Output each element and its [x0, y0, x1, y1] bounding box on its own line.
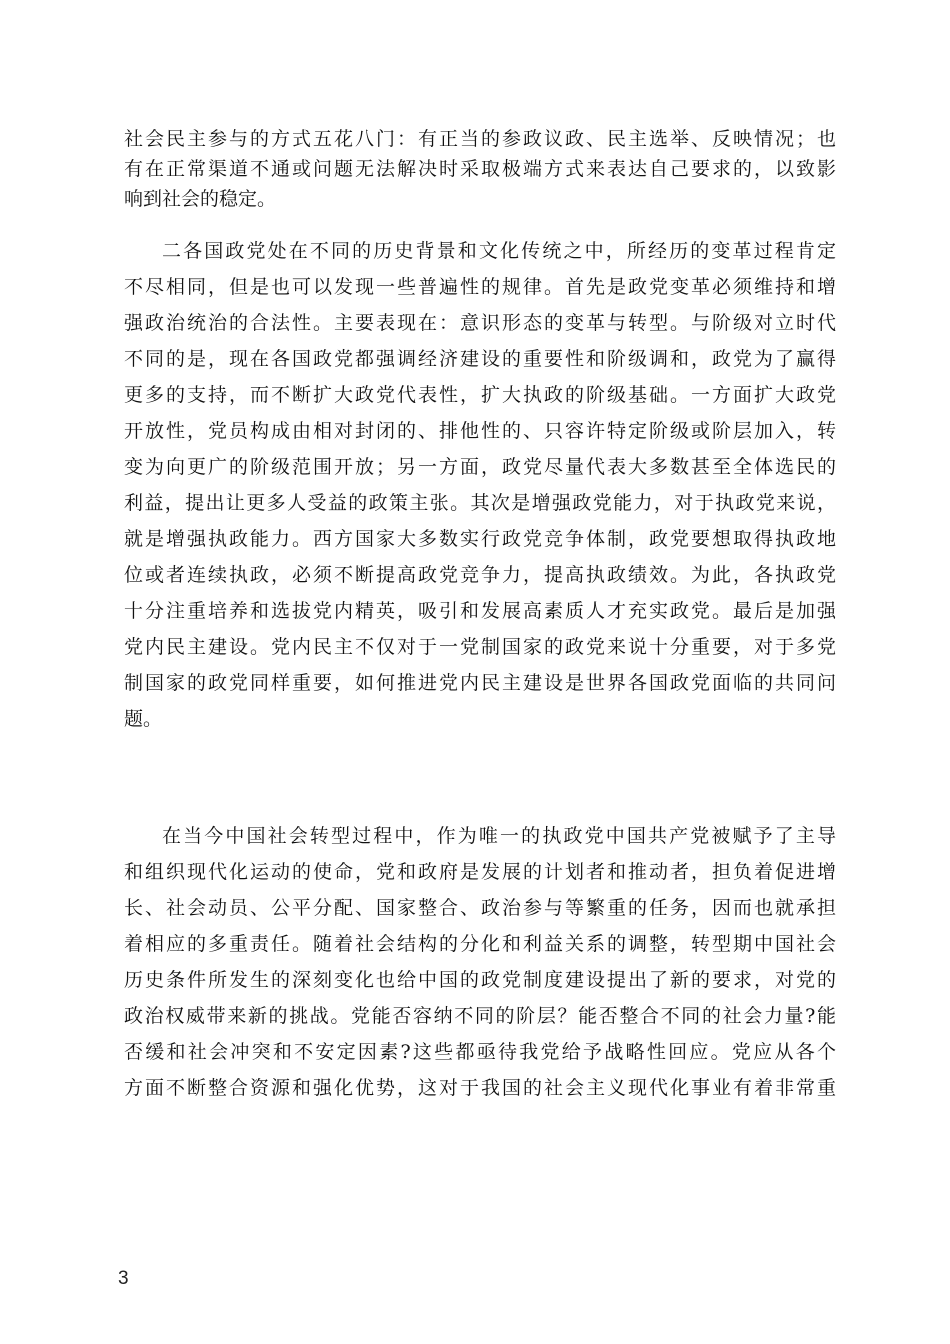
text-line: 二各国政党处在不同的历史背景和文化传统之中，所经历的变革过程肯定 [162, 240, 836, 262]
text-line: 位或者连续执政，必须不断提高政党竞争力，提高执政绩效。为此，各执政党 [124, 564, 836, 586]
paragraph-1 [124, 124, 836, 214]
text-line: 社会民主参与的方式五花八门：有正当的参政议政、民主选举、反映情况；也 [124, 128, 836, 150]
paragraph-2 [124, 233, 836, 737]
text-line: 政治权威带来新的挑战。党能否容纳不同的阶层？能否整合不同的社会力量?能 [124, 1005, 836, 1027]
text-line: 更多的支持，而不断扩大政党代表性，扩大执政的阶级基础。一方面扩大政党 [124, 384, 836, 406]
text-line: 长、社会动员、公平分配、国家整合、政治参与等繁重的任务，因而也就承担 [124, 897, 836, 919]
text-line: 历史条件所发生的深刻变化也给中国的政党制度建设提出了新的要求，对党的 [124, 969, 836, 991]
text-line: 利益，提出让更多人受益的政策主张。其次是增强政党能力，对于执政党来说， [124, 492, 836, 514]
text-line: 方面不断整合资源和强化优势，这对于我国的社会主义现代化事业有着非常重 [124, 1077, 836, 1099]
text-line: 着相应的多重责任。随着社会结构的分化和利益关系的调整，转型期中国社会 [124, 933, 836, 955]
text-line: 有在正常渠道不通或问题无法解决时采取极端方式来表达自己要求的，以致影 [124, 158, 836, 180]
text-line: 和组织现代化运动的使命，党和政府是发展的计划者和推动者，担负着促进增 [124, 861, 836, 883]
page-number: 3 [118, 1268, 129, 1289]
text-line: 否缓和社会冲突和不安定因素?这些都亟待我党给予战略性回应。党应从各个 [124, 1041, 836, 1063]
text-line: 在当今中国社会转型过程中，作为唯一的执政党中国共产党被赋予了主导 [162, 825, 836, 847]
text-line: 题。 [124, 708, 163, 730]
text-line: 强政治统治的合法性。主要表现在：意识形态的变革与转型。与阶级对立时代 [124, 312, 836, 334]
text-line: 十分注重培养和选拔党内精英，吸引和发展高素质人才充实政党。最后是加强 [124, 600, 836, 622]
text-line: 制国家的政党同样重要，如何推进党内民主建设是世界各国政党面临的共同问 [124, 672, 836, 694]
text-line: 就是增强执政能力。西方国家大多数实行政党竞争体制，政党要想取得执政地 [124, 528, 836, 550]
text-line: 不同的是，现在各国政党都强调经济建设的重要性和阶级调和，政党为了赢得 [124, 348, 836, 370]
text-line: 开放性，党员构成由相对封闭的、排他性的、只容许特定阶级或阶层加入，转 [124, 420, 836, 442]
paragraph-3 [124, 818, 836, 1106]
text-line: 变为向更广的阶级范围开放；另一方面，政党尽量代表大多数甚至全体选民的 [124, 456, 836, 478]
text-line: 响到社会的稳定。 [124, 188, 277, 210]
text-line: 不尽相同，但是也可以发现一些普遍性的规律。首先是政党变革必须维持和增 [124, 276, 836, 298]
text-line: 党内民主建设。党内民主不仅对于一党制国家的政党来说十分重要，对于多党 [124, 636, 836, 658]
